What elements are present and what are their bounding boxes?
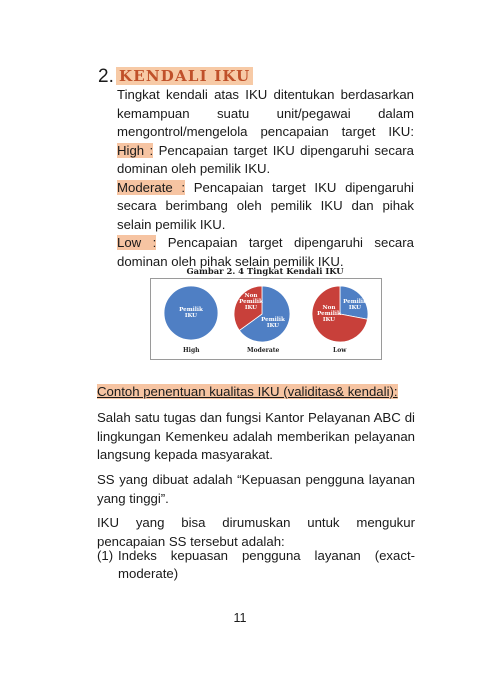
pie-high	[163, 285, 219, 341]
example-paragraph-1: Salah satu tugas dan fungsi Kantor Pelayanan ABC di lingkungan Kemenkeu adalah memberikan pelayanan langsung kepada masyarakat.	[97, 410, 415, 462]
pie-moderate-pemilik-label: Pemilik IKU	[261, 317, 285, 330]
pie-high-pemilik-label: Pemilik IKU	[179, 307, 203, 320]
section-number: 2.	[98, 66, 114, 87]
pie-moderate-caption: Moderate	[247, 347, 280, 354]
figure-caption: Gambar 2. 4 Tingkat Kendali IKU	[186, 266, 344, 276]
pie-low-caption: Low	[333, 347, 347, 354]
section-title: KENDALI IKU	[116, 67, 253, 85]
high-label: High :	[117, 142, 154, 158]
pie-moderate-non-label: Non Pemilik IKU	[239, 293, 263, 312]
figure-frame	[150, 278, 382, 360]
intro-text: Tingkat kendali atas IKU ditentukan berdasarkan kemampuan suatu unit/pegawai dalam mengontrol/mengelola pencapaian target IKU:	[117, 87, 414, 139]
example-heading: Contoh penentuan kualitas IKU (validitas& kendali):	[97, 384, 398, 399]
high-text: Pencapaian target IKU dipengaruhi secara dominan oleh pemilik IKU.	[117, 142, 415, 176]
moderate-label: Moderate :	[117, 179, 186, 195]
pie-low-non-label: Non Pemilik IKU	[317, 305, 341, 324]
list-item-line-2: moderate)	[118, 566, 179, 581]
section-body	[117, 86, 414, 271]
moderate-text: Pencapaian target IKU dipengaruhi secara berimbang oleh pemilik IKU dan pihak selain pemilik IKU.	[117, 179, 414, 232]
page-number: 11	[233, 611, 247, 625]
low-text: Pencapaian target dipengaruhi secara dominan oleh pihak selain pemilik IKU.	[117, 235, 414, 269]
example-paragraph-3: IKU yang bisa dirumuskan untuk mengukur pencapaian SS tersebut adalah:	[97, 515, 415, 549]
example-paragraph-2: SS yang dibuat adalah “Kepuasan pengguna layanan yang tinggi”.	[97, 472, 415, 506]
pie-low	[311, 285, 369, 343]
pie-low-pemilik-label: Pemilik IKU	[343, 299, 367, 312]
pie-moderate	[233, 285, 291, 343]
low-label: Low :	[117, 235, 157, 250]
pie-high-caption: High	[183, 347, 200, 354]
list-item-line-1: Indeks kepuasan pengguna layanan (exact-	[118, 548, 415, 563]
list-item-number: (1)	[97, 548, 114, 563]
